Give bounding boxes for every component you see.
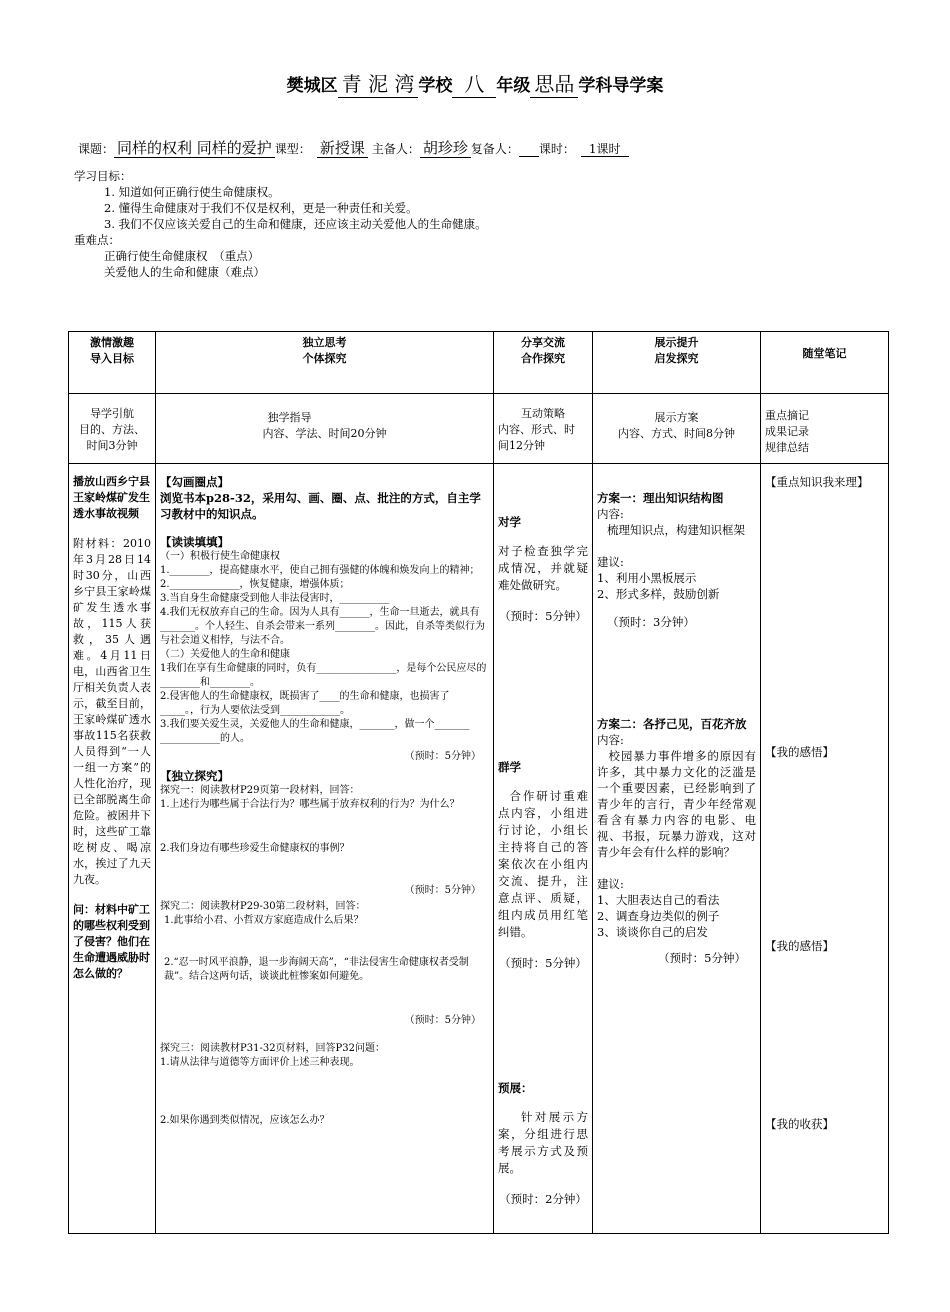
- note-heading: 【我的收获】: [765, 1117, 834, 1131]
- plan-suggestion: 3、谈谈你自己的启发: [597, 925, 708, 939]
- school-suffix: 学校: [418, 76, 453, 96]
- subsection-title: （二）关爱他人的生命和健康: [160, 649, 290, 660]
- intro-column: [69, 464, 156, 1234]
- exploration-title: 探究二：阅读教材P29-30第二段材料，回答：: [160, 901, 366, 912]
- subject-suffix: 学科导学案: [578, 76, 664, 96]
- preparer-label: 主备人：: [371, 142, 420, 156]
- subheader-cell: 互动策略 内容、形式、时 间12分钟: [494, 394, 593, 464]
- section-heading: 【勾画圈点】: [160, 475, 229, 489]
- lesson-plan-table: [68, 331, 889, 1234]
- subsection-title: （一）积极行使生命健康权: [160, 551, 280, 562]
- plan-suggestion: 1、大胆表达自己的看法: [597, 893, 720, 907]
- section-heading: 【读读填填】: [160, 535, 229, 549]
- topic-label: 课题：: [78, 142, 115, 156]
- plan-suggestion: 2、形式多样，鼓励创新: [597, 587, 720, 601]
- goal-item: 3. 我们不仅应该关爱自己的生命和健康，还应该主动关爱他人的生命健康。: [104, 217, 487, 231]
- subheader-cell: 重点摘记 成果记录 规律总结: [761, 394, 889, 464]
- header-cell: 独立思考 个体探究: [156, 332, 494, 394]
- goal-item: 2. 懂得生命健康对于我们不仅是权利，更是一种责任和关爱。: [104, 201, 418, 215]
- topic-value: 同样的权利 同样的爱护: [114, 139, 275, 158]
- district-text: 樊城区: [286, 76, 338, 96]
- key-point-item: 关爱他人的生命和健康（难点）: [104, 265, 265, 279]
- key-point-item: 正确行使生命健康权 （重点）: [104, 249, 260, 263]
- strategy-heading: 预展：: [498, 1081, 533, 1095]
- learning-goals: [74, 168, 487, 280]
- co-preparer-label: 复备人：: [470, 142, 519, 156]
- instruction-text: 浏览书本p28-32，采用勾、画、圈、点、批注的方式，自主学习教材中的知识点。: [160, 491, 481, 521]
- exploration-question: 1.此事给小君、小哲双方家庭造成什么后果？: [164, 915, 364, 926]
- note-heading: 【我的感悟】: [765, 745, 834, 759]
- time-estimate: （预时：5分钟）: [404, 751, 481, 762]
- strategy-text: 针对展示方案，分组进行思考展示方式及预展。: [498, 1110, 588, 1175]
- plan-heading: 方案一：理出知识结构图: [597, 491, 724, 505]
- exploration-title: 探究三：阅读教材P31-32页材料，回答P32问题：: [160, 1043, 386, 1054]
- period-label: 课时：: [538, 142, 575, 156]
- time-estimate: （预时：5分钟）: [499, 609, 587, 623]
- time-estimate: （预时：5分钟）: [499, 956, 587, 970]
- exploration-question: 1.上述行为哪些属于合法行为？哪些属于放弃权利的行为？为什么？: [160, 799, 460, 810]
- time-estimate: （预时：5分钟）: [404, 885, 481, 896]
- cooperative-column: [494, 464, 593, 1234]
- goal-item: 1. 知道如何正确行使生命健康权。: [104, 185, 280, 199]
- fill-blank-item: 3.我们要关爱生灵，关爱他人的生命和健康，_______，做一个_______ ____________的人。: [160, 719, 470, 744]
- note-heading: 【重点知识我来理】: [765, 475, 869, 489]
- intro-question: 问：材料中矿工的哪些权利受到了侵害？他们在生命遭遇威胁时怎么做的？: [73, 903, 150, 980]
- exploration-question: 2.“忍一时风平浪静，退一步海阔天高”，“非法侵害生命健康权者受制裁”。结合这两句话，谈谈此桩惨案如何避免。: [164, 957, 469, 982]
- subheader-cell: 展示方案 内容、方式、时间8分钟: [593, 394, 761, 464]
- grade-suffix: 年级: [496, 76, 531, 96]
- subheader-row: [69, 394, 889, 464]
- period-value: 1课时: [581, 142, 629, 157]
- time-estimate: （预时：2分钟）: [499, 1192, 587, 1206]
- exploration-question: 1.请从法律与道德等方面评价上述三种表现。: [160, 1057, 360, 1068]
- header-cell: 展示提升 启发探究: [593, 332, 761, 394]
- fill-blank-item: 1.________，提高健康水平，使自己拥有强健的体魄和焕发向上的精神；: [160, 565, 480, 576]
- strategy-heading: 对学: [498, 515, 521, 529]
- presentation-column: [593, 464, 761, 1234]
- subheader-cell: 导学引航 目的、方法、 时间3分钟: [69, 394, 156, 464]
- plan-suggestion: 2、调查身边类似的例子: [597, 909, 720, 923]
- exploration-title: 探究一：阅读教材P29页第一段材料，回答：: [160, 785, 360, 796]
- strategy-heading: 群学: [498, 760, 521, 774]
- exploration-question: 2.如果你遇到类似情况，应该怎么办？: [160, 1115, 330, 1126]
- section-heading: 【独立探究】: [160, 769, 229, 783]
- fill-blank-item: 4.我们无权放弃自己的生命。因为人具有______，生命一旦逝去，就具有_______。个人轻生、自杀会带来一系列________。因此，自杀等类似行为与社会道义相悖，与法不合。: [160, 607, 485, 646]
- strategy-text: 合作研讨重难点内容，小组进行讨论，小组长主持将自己的答案依次在小组内交流、提升，注意点评、质疑，组内成员用红笔纠错。: [498, 789, 588, 939]
- fill-blank-item: 2.______________，恢复健康，增强体质；: [160, 579, 350, 590]
- individual-study-column: [156, 464, 494, 1234]
- preparer-value: 胡珍珍: [420, 139, 471, 158]
- grade-value: 八: [452, 68, 496, 98]
- type-value: 新授课: [317, 139, 368, 158]
- plan-text: 梳理知识点，构建知识框架: [607, 523, 745, 537]
- header-cell: 激情激趣 导入目标: [69, 332, 156, 394]
- fill-blank-item: 1我们在享有生命健康的同时，负有________________，是每个公民应尽的________和________。: [160, 663, 487, 688]
- type-label: 课型：: [274, 142, 311, 156]
- note-heading: 【我的感悟】: [765, 939, 834, 953]
- time-estimate: （预时：5分钟）: [658, 951, 746, 965]
- fill-blank-item: 2.侵害他人的生命健康权，既损害了____的生命和健康，也损害了_____。，行为人要依法受到____________。: [160, 691, 450, 716]
- fill-blank-item: 3.当自身生命健康受到他人非法侵害时，__________: [160, 593, 390, 604]
- school-name: 青 泥 湾: [338, 68, 419, 98]
- page-title: [0, 68, 950, 98]
- subject-value: 思品: [530, 68, 578, 98]
- plan-label: 内容:: [597, 507, 624, 521]
- time-estimate: （预时：5分钟）: [404, 1015, 481, 1026]
- plan-label: 建议:: [597, 555, 624, 569]
- header-row: [69, 332, 889, 394]
- intro-text: 播放山西乡宁县王家岭煤矿发生透水事故视频: [73, 475, 150, 520]
- lesson-meta: [78, 137, 629, 158]
- plan-text: 校园暴力事件增多的原因有许多，其中暴力文化的泛滥是一个重要因素，已经影响到了青少年的言行，青少年经常观看含有暴力内容的电影、电视、书报，玩暴力游戏，这对青少年会有什么样的影响？: [597, 749, 756, 859]
- header-cell: 分享交流 合作探究: [494, 332, 593, 394]
- plan-label: 建议:: [597, 877, 624, 891]
- time-estimate: （预时：3分钟）: [607, 615, 695, 629]
- header-cell: 随堂笔记: [761, 332, 889, 394]
- goals-label: 学习目标：: [74, 169, 132, 183]
- plan-suggestion: 1、利用小黑板展示: [597, 571, 697, 585]
- content-row: [69, 464, 889, 1234]
- plan-heading: 方案二：各抒己见，百花齐放: [597, 717, 747, 731]
- subheader-cell: 独学指导 内容、学法、时间20分钟: [156, 394, 494, 464]
- co-preparer-blank: [519, 142, 539, 157]
- exploration-question: 2.我们身边有哪些珍爱生命健康权的事例？: [160, 843, 350, 854]
- strategy-text: 对子检查独学完成情况，并就疑难处做研究。: [498, 544, 588, 592]
- notes-column: [761, 464, 889, 1234]
- key-points-label: 重难点：: [74, 233, 120, 247]
- plan-label: 内容:: [597, 733, 624, 747]
- material-text: 附材料：2010年3月28日14时30分，山西乡宁县王家岭煤矿发生透水事故，115人获救，35人遇难。4月11日电，山西省卫生厅相关负责人表示，截至目前，王家岭煤矿透水事故115名获救人员得到“一人一组一方案”的人性化治疗，现已全部脱离生命危险。被困井下时，这些矿工靠吃树皮、喝凉水，挨过了九天九夜。: [73, 537, 151, 886]
